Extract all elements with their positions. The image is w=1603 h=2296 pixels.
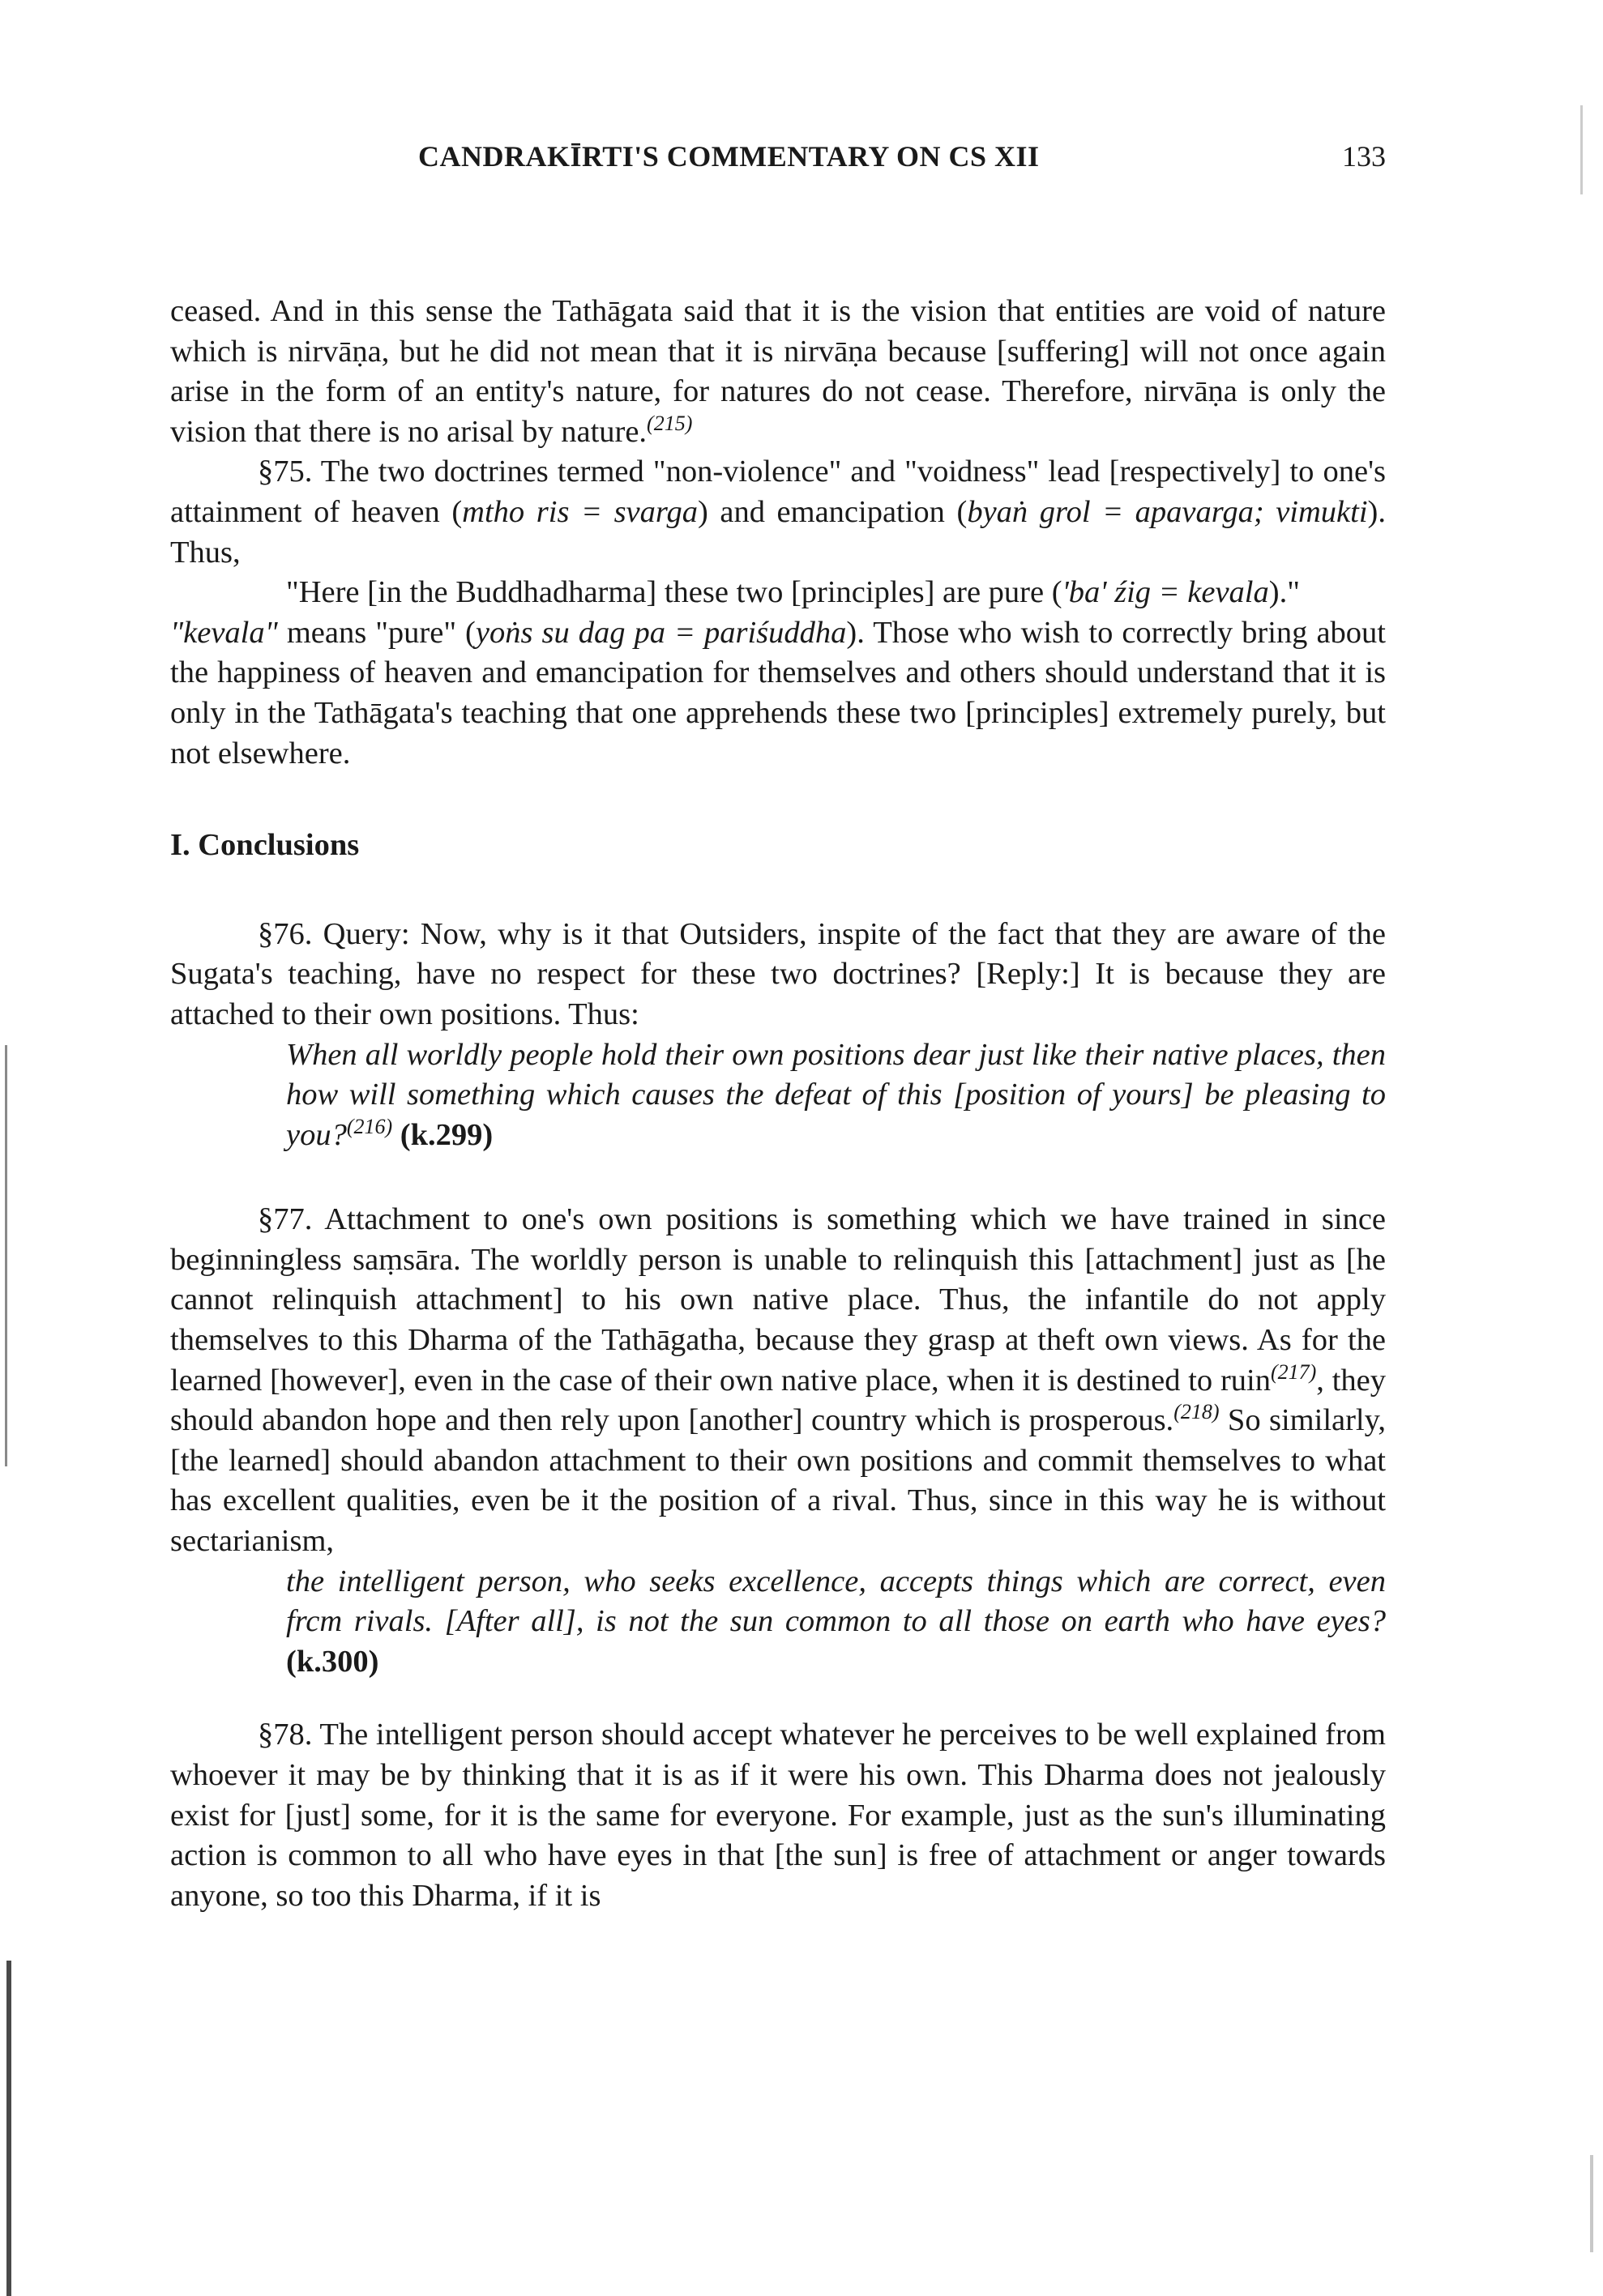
quotation-text: )." — [1268, 575, 1300, 610]
running-title: CANDRAKĪRTI'S COMMENTARY ON CS XII — [418, 140, 1040, 173]
paragraph-text: means "pure" ( — [277, 615, 476, 650]
paragraph-text: So similarly, [the learned] should abandon attachment to their own positions and commit themselves to what has excellent qualities, even be it the position of a rival. Thus, since in this way he is without sectarianism, — [170, 1403, 1386, 1559]
paragraph-text: §76. Query: Now, why is it that Outsiders, inspite of the fact that they are aware of the Sugata's teaching, have no respect for these two doctrines? [Reply:] It is because they are attached to their own positions. Thus: — [170, 916, 1386, 1031]
scan-edge-speck — [1580, 105, 1583, 194]
italic-term: yoṅs su dag pa = pariśuddha — [475, 615, 847, 650]
paragraph-text: , they should abandon hope and then rely upon [another] country which is prosperous. — [170, 1363, 1386, 1438]
italic-term: "kevala" — [170, 615, 278, 650]
paragraph-text: §75. The two doctrines termed "non-violence" and "voidness" lead [respectively] to one's attainment of heaven ( — [170, 455, 1386, 529]
scan-edge-line — [5, 1045, 7, 1466]
paragraph-ceased — [170, 292, 1386, 452]
paragraph-text: ). Those who wish to correctly bring about the happiness of heaven and emancipation for themselves and others should understand that it is only in the Tathāgata's teaching that one apprehends these two [principles] extremely purely, but not elsewhere. — [170, 615, 1386, 770]
verse-karika-300 — [286, 1562, 1386, 1683]
verse-text: the intelligent person, who seeks excellence, accepts things which are correct, even frcm rivals. [After all], is not the sun common to all those on earth who have eyes? — [286, 1564, 1386, 1639]
footnote-ref: (218) — [1173, 1400, 1220, 1424]
paragraph-text: ) and emancipation ( — [697, 494, 968, 529]
paragraph-text: ceased. And in this sense the Tathāgata said that it is the vision that entities are void of nature which is nirvāṇa, but he did not mean that it is nirvāṇa because [suffering] will not once again arise in the form of an entity's nature, for natures do not cease. Therefore, nirvāṇa is only the vision that there is no arisal by nature. — [170, 294, 1386, 449]
paragraph-text: ). Thus, — [170, 494, 1386, 570]
footnote-ref: (217) — [1270, 1359, 1317, 1384]
karika-number: (k.300) — [286, 1644, 379, 1679]
italic-term: 'ba' źig = kevala — [1062, 575, 1269, 610]
section-heading: I. Conclusions — [170, 828, 360, 863]
footnote-ref: (216) — [346, 1114, 393, 1138]
scan-edge-line — [6, 1961, 11, 2296]
paragraph-kevala — [170, 613, 1386, 774]
paragraph-77 — [170, 1200, 1386, 1561]
verse-karika-299 — [286, 1035, 1386, 1156]
italic-term: byaṅ grol = apavarga; vimukti — [967, 494, 1368, 529]
body-text — [170, 292, 1386, 1916]
paragraph-76 — [170, 915, 1386, 1035]
verse-text: When all worldly people hold their own positions dear just like their native places, then how will something which causes the defeat of this [position of yours] be pleasing to you? — [286, 1037, 1386, 1152]
karika-number: (k.299) — [400, 1117, 494, 1152]
italic-term: mtho ris = svarga — [462, 494, 698, 529]
paragraph-text: §77. Attachment to one's own positions is something which we have trained in since beginningless saṃsāra. The worldly person is unable to relinquish this [attachment] just as [he cannot relinquish attachment] to his own native place. Thus, the infantile do not apply themselves to this Dharma of the Tathāgatha, because they grasp at theft own views. As for the learned [however], even in the case of their own native place, when it is destined to ruin — [170, 1202, 1386, 1398]
running-head — [170, 139, 1386, 180]
paragraph-75 — [170, 452, 1386, 573]
footnote-ref: (215) — [647, 411, 693, 435]
quotation-block — [286, 573, 1386, 613]
page-number: 133 — [1342, 140, 1386, 173]
paragraph-text: §78. The intelligent person should accept whatever he perceives to be well explained from whoever it may be by thinking that it is as if it were his own. This Dharma does not jealously exist for [just] some, for it is the same for everyone. For example, just as the sun's illuminating action is common to all who have eyes in that [the sun] is free of attachment or anger towards anyone, so too this Dharma, if it is — [170, 1718, 1386, 1913]
quotation-text: "Here [in the Buddhadharma] these two [principles] are pure ( — [286, 575, 1062, 610]
scan-edge-speck — [1590, 2155, 1593, 2252]
paragraph-78 — [170, 1715, 1386, 1916]
